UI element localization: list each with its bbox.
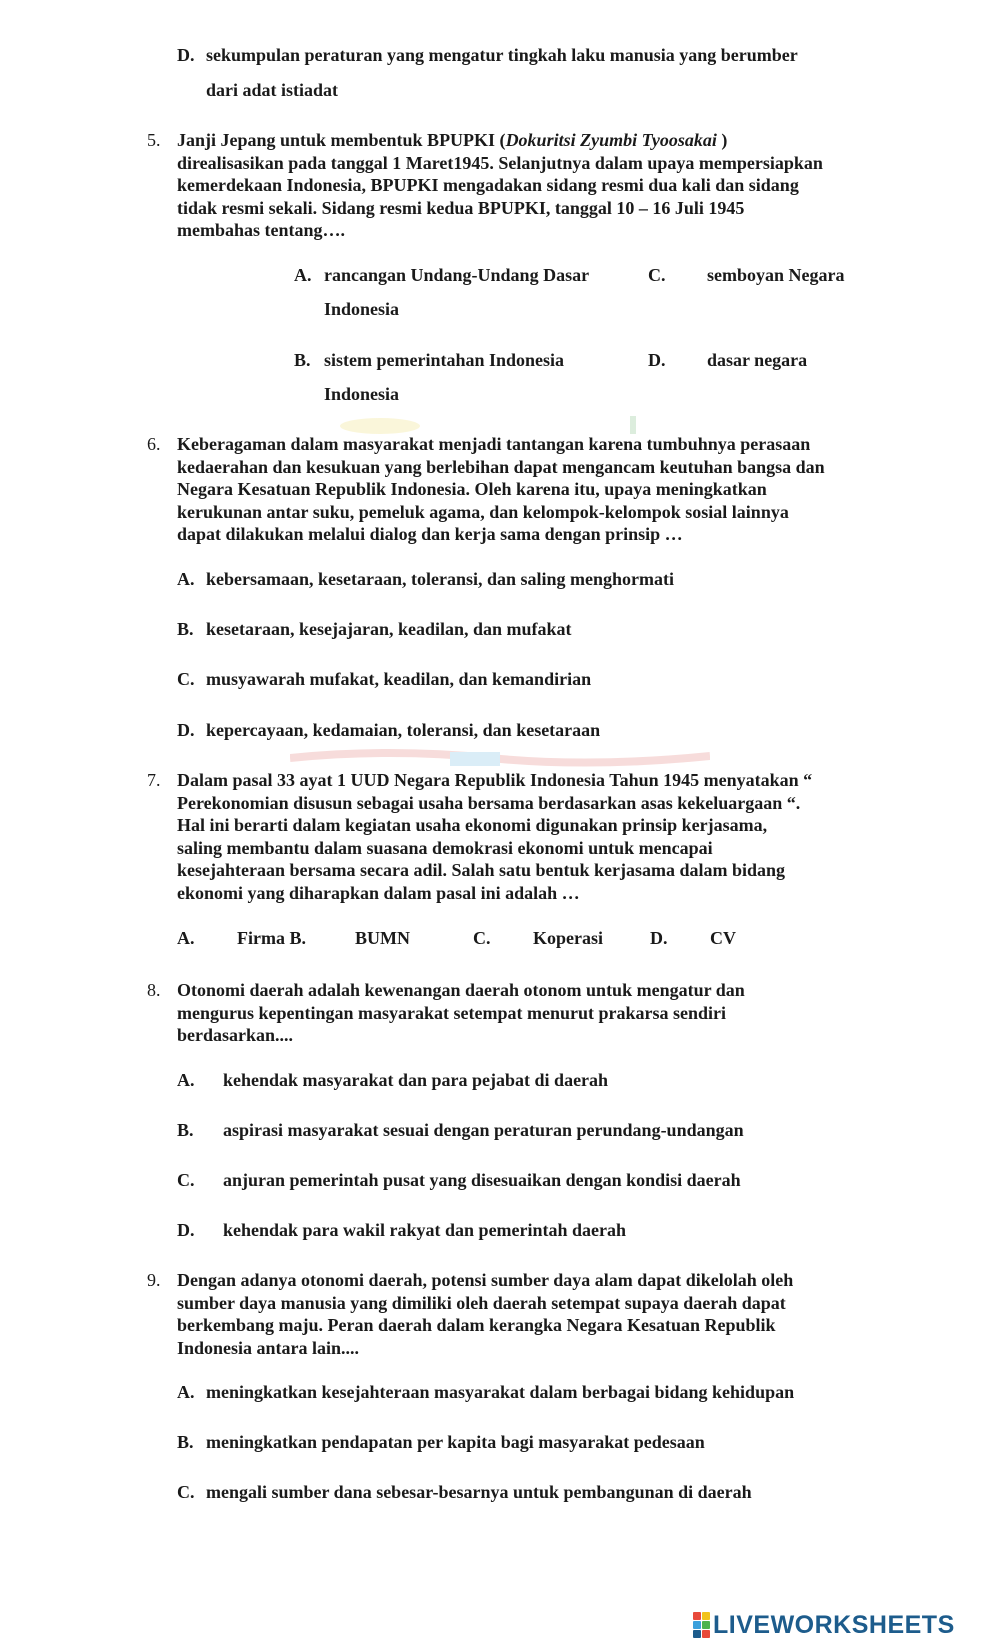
q8-number: 8. xyxy=(147,980,161,1000)
q6-stem-line: kedaerahan dan kesukuan yang berlebihan dapat mengancam keutuhan bangsa dan xyxy=(177,456,825,477)
q9-option-a-text[interactable]: meningkatkan kesejahteraan masyarakat dalam berbagai bidang kehidupan xyxy=(206,1382,795,1402)
q5-option-c-letter[interactable]: C. xyxy=(648,265,666,285)
q6-option-c-text[interactable]: musyawarah mufakat, keadilan, dan kemandirian xyxy=(206,669,592,689)
q7-number: 7. xyxy=(147,770,161,790)
q7-stem-line: Hal ini berarti dalam kegiatan usaha ekonomi digunakan prinsip kerjasama, xyxy=(177,815,768,835)
q5-stem-a: Janji Jepang untuk membentuk BPUPKI ( xyxy=(177,130,506,150)
q4-option-d-text-line2: dari adat istiadat xyxy=(206,80,339,100)
q5-stem-b: ) xyxy=(716,130,728,150)
q8-option-d-letter[interactable]: D. xyxy=(177,1220,195,1240)
q6-option-b-text[interactable]: kesetaraan, kesejajaran, keadilan, dan mufakat xyxy=(206,619,572,639)
q7-option-d-letter[interactable]: D. xyxy=(650,928,668,948)
q6-stem-line: Keberagaman dalam masyarakat menjadi tantangan karena tumbuhnya perasaan xyxy=(177,434,811,454)
q6-number: 6. xyxy=(147,434,161,454)
q6-option-a-letter[interactable]: A. xyxy=(177,569,195,589)
q9-option-a-letter[interactable]: A. xyxy=(177,1382,195,1402)
q5-stem-italic: Dokuritsi Zyumbi Tyoosakai xyxy=(505,130,717,150)
q9-option-c-text[interactable]: mengali sumber dana sebesar-besarnya untuk pembangunan di daerah xyxy=(206,1482,752,1502)
q7-option-c-text[interactable]: Koperasi xyxy=(533,928,603,948)
q6-stem xyxy=(177,433,907,546)
q9-stem-line: sumber daya manusia yang dimiliki oleh daerah setempat supaya daerah dapat xyxy=(177,1292,786,1313)
q5-stem-line: tidak resmi sekali. Sidang resmi kedua BPUPKI, tanggal 10 – 16 Juli 1945 xyxy=(177,197,745,218)
q7-option-b-text[interactable]: BUMN xyxy=(355,928,410,948)
q5-stem xyxy=(177,152,907,242)
q6-option-b-letter[interactable]: B. xyxy=(177,619,194,639)
q8-option-b-letter[interactable]: B. xyxy=(177,1120,194,1140)
q8-stem-line: Otonomi daerah adalah kewenangan daerah otonom untuk mengatur dan xyxy=(177,980,745,1000)
q8-option-a-letter[interactable]: A. xyxy=(177,1070,195,1090)
q6-option-d-letter[interactable]: D. xyxy=(177,720,195,740)
q8-stem-line: berdasarkan.... xyxy=(177,1025,294,1045)
q6-option-d-text[interactable]: kepercayaan, kedamaian, toleransi, dan kesetaraan xyxy=(206,720,601,740)
q9-stem-line: Dengan adanya otonomi daerah, potensi sumber daya alam dapat dikelolah oleh xyxy=(177,1270,794,1290)
q9-option-c-letter[interactable]: C. xyxy=(177,1482,195,1502)
q9-option-b-text[interactable]: meningkatkan pendapatan per kapita bagi masyarakat pedesaan xyxy=(206,1432,705,1452)
q5-stem-first-line xyxy=(177,129,727,152)
q7-option-d-text[interactable]: CV xyxy=(710,928,736,948)
q5-option-b-letter[interactable]: B. xyxy=(294,350,311,370)
q7-stem-line: ekonomi yang diharapkan dalam pasal ini adalah … xyxy=(177,882,580,903)
q9-stem xyxy=(177,1269,907,1359)
q7-option-a-text[interactable]: Firma B. xyxy=(237,928,306,948)
q8-option-a-text[interactable]: kehendak masyarakat dan para pejabat di daerah xyxy=(223,1070,609,1090)
q5-option-d-text[interactable]: dasar negara xyxy=(707,350,808,370)
q7-stem-line: kesejahteraan bersama secara adil. Salah satu bentuk kerjasama dalam bidang xyxy=(177,860,786,880)
q8-option-c-letter[interactable]: C. xyxy=(177,1170,195,1190)
q5-stem-line: direalisasikan pada tanggal 1 Maret1945. Selanjutnya dalam upaya mempersiapkan xyxy=(177,152,823,173)
q9-option-b-letter[interactable]: B. xyxy=(177,1432,194,1452)
q5-option-c-text[interactable]: semboyan Negara xyxy=(707,265,845,285)
q5-option-a-text[interactable]: rancangan Undang-Undang Dasar xyxy=(324,265,590,285)
q7-stem-line: Dalam pasal 33 ayat 1 UUD Negara Republik Indonesia Tahun 1945 menyatakan “ xyxy=(177,770,813,790)
q7-stem-line: saling membantu dalam suasana demokrasi ekonomi untuk mencapai xyxy=(177,837,713,858)
q8-option-d-text[interactable]: kehendak para wakil rakyat dan pemerintah daerah xyxy=(223,1220,627,1240)
q7-stem-line: Perekonomian disusun sebagai usaha bersama berdasarkan asas kekeluargaan “. xyxy=(177,792,801,813)
q6-stem-line: Negara Kesatuan Republik Indonesia. Oleh karena itu, upaya meningkatkan xyxy=(177,479,767,499)
liveworksheets-logo[interactable] xyxy=(693,1610,955,1640)
q5-option-a-letter[interactable]: A. xyxy=(294,265,312,285)
q6-option-c-letter[interactable]: C. xyxy=(177,669,195,689)
q8-stem-line: mengurus kepentingan masyarakat setempat menurut prakarsa sendiri xyxy=(177,1002,727,1023)
q7-stem xyxy=(177,769,907,904)
q6-option-a-text[interactable]: kebersamaan, kesetaraan, toleransi, dan saling menghormati xyxy=(206,569,674,589)
q4-option-d-letter: D. xyxy=(177,45,195,65)
q8-stem xyxy=(177,979,907,1047)
q9-number: 9. xyxy=(147,1270,161,1290)
q5-stem-line: kemerdekaan Indonesia, BPUPKI mengadakan sidang resmi dua kali dan sidang xyxy=(177,175,799,195)
q7-option-c-letter[interactable]: C. xyxy=(473,928,491,948)
watermark-fragment-bottom xyxy=(290,748,710,770)
q5-option-d-letter[interactable]: D. xyxy=(648,350,666,370)
q9-stem-line: Indonesia antara lain.... xyxy=(177,1337,360,1358)
logo-wordmark: LIVEWORKSHEETS xyxy=(713,1610,955,1639)
q7-option-a-letter[interactable]: A. xyxy=(177,928,195,948)
q6-stem-line: kerukunan antar suku, pemeluk agama, dan kelompok-kelompok sosial lainnya xyxy=(177,501,789,522)
q5-number: 5. xyxy=(147,130,161,150)
q6-stem-line: dapat dilakukan melalui dialog dan kerja sama dengan prinsip … xyxy=(177,524,683,544)
q8-option-b-text[interactable]: aspirasi masyarakat sesuai dengan peraturan perundang-undangan xyxy=(223,1120,744,1140)
q5-option-a-text-line2[interactable]: Indonesia xyxy=(324,299,400,319)
q4-option-d-text-line1: sekumpulan peraturan yang mengatur tingkah laku manusia yang berumber xyxy=(206,45,798,65)
q5-option-b-text-line2[interactable]: Indonesia xyxy=(324,384,400,404)
q9-stem-line: berkembang maju. Peran daerah dalam kerangka Negara Kesatuan Republik xyxy=(177,1315,776,1335)
q8-option-c-text[interactable]: anjuran pemerintah pusat yang disesuaikan dengan kondisi daerah xyxy=(223,1170,741,1190)
q5-stem-line: membahas tentang…. xyxy=(177,220,346,240)
logo-mark-icon xyxy=(693,1612,710,1638)
q5-option-b-text[interactable]: sistem pemerintahan Indonesia xyxy=(324,350,565,370)
